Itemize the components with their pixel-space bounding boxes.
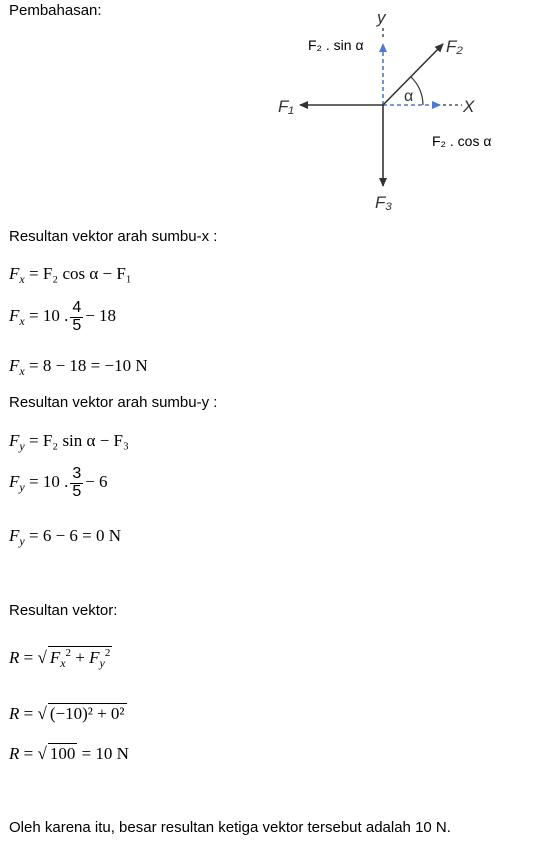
conclusion: Oleh karena itu, besar resultan ketiga vektor tersebut adalah 10 N.	[9, 819, 451, 836]
y-eq3-rhs: 6 − 6 = 0 N	[42, 526, 122, 545]
radicand-2: (−10)² + 0²	[49, 704, 125, 723]
label-x: X	[463, 97, 475, 116]
label-f2: F₂	[446, 37, 463, 56]
x-equation-3: $F_x = 8 - 18 = -10$ N	[9, 356, 148, 378]
x-frac-num: 4	[72, 299, 82, 316]
radicand-3: 100	[49, 744, 76, 763]
heading: Pembahasan:	[9, 2, 102, 19]
y-frac-den: 5	[72, 482, 82, 500]
y-eq2-post: − 6	[85, 472, 108, 492]
x-eq2-pre: 10 .	[42, 306, 69, 326]
y-equation-2: $F_y = 10$ . $\frac{3}{5}$ − 6	[9, 465, 108, 500]
x-eq1-rhs: F₂ cos α − F₁	[42, 264, 132, 283]
y-eq1-rhs: F₂ sin α − F₃	[42, 431, 129, 450]
sqrt-1: √ $F_x^2 + F_y^2$	[37, 647, 111, 670]
y-equation-1: $F_y = F_2$ sin α − F₃	[9, 431, 129, 453]
x-eq2-post: − 18	[85, 306, 117, 326]
y-section-title: Resultan vektor arah sumbu-y :	[9, 394, 218, 411]
sqrt-3: √ 100	[37, 744, 76, 763]
resultant-equation-1: R = √ $F_x^2 + F_y^2$	[9, 647, 111, 670]
x-equation-1: $F_x = F_2$ cos α − F₁	[9, 264, 132, 286]
x-section-title: Resultan vektor arah sumbu-x :	[9, 228, 218, 245]
y-equation-3: $F_y = 6 - 6 = 0$ N	[9, 526, 122, 548]
y-frac-num: 3	[72, 465, 82, 482]
resultant-equation-3: R = √ 100 = 10 N	[9, 744, 129, 763]
x-equation-2: $F_x = 10$ . $\frac{4}{5}$ − 18	[9, 299, 117, 334]
sqrt-2: √ (−10)² + 0²	[37, 704, 125, 723]
label-f2-cos: F₂ . cos α	[432, 133, 492, 149]
label-f2-sin: F₂ . sin α	[308, 37, 364, 53]
label-alpha: α	[404, 88, 414, 105]
y-eq2-pre: 10 .	[42, 472, 69, 492]
resultant-value: = 10 N	[81, 744, 129, 763]
vector-diagram	[0, 0, 552, 230]
y-fraction	[70, 466, 83, 501]
x-fraction	[70, 300, 83, 335]
x-frac-den: 5	[72, 316, 82, 334]
label-f1: F₁	[278, 97, 294, 116]
resultant-title: Resultan vektor:	[9, 602, 118, 619]
label-f3: F₃	[375, 193, 393, 212]
resultant-equation-2: R = √ (−10)² + 0²	[9, 704, 125, 723]
label-y: y	[377, 8, 386, 27]
x-eq3-rhs: 8 − 18 = −10 N	[42, 356, 148, 375]
